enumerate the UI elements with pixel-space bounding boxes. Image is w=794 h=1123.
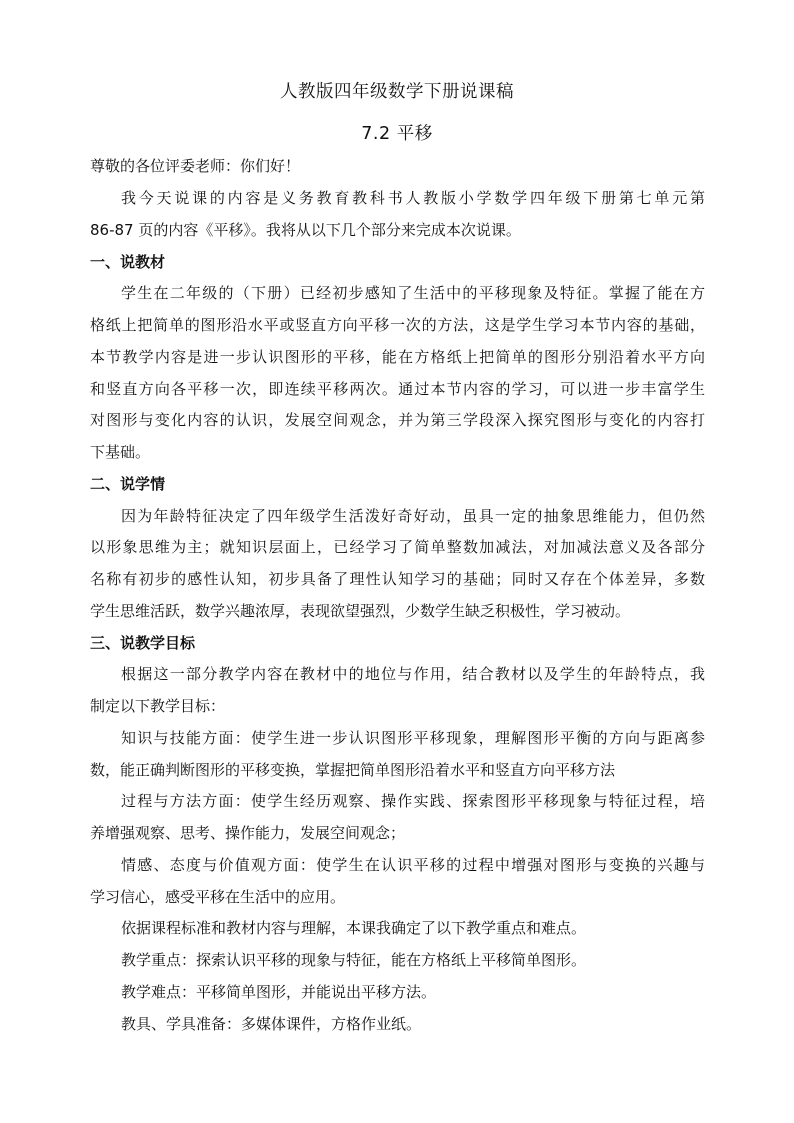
paragraph-line: 制定以下教学目标： xyxy=(90,697,226,715)
key-point-line: 教学重点：探索认识平移的现象与特征，能在方格纸上平移简单图形。 xyxy=(121,951,587,969)
paragraph-line: 本节教学内容是进一步认识图形的平移，能在方格纸上把简单的图形分别沿着水平方向 xyxy=(90,348,705,366)
paragraph-line: 学生思维活跃，数学兴趣浓厚，表现欲望强烈，少数学生缺乏积极性，学习被动。 xyxy=(90,602,631,620)
paragraph-line: 情感、态度与价值观方面：使学生在认识平移的过程中增强对图形与变换的兴趣与 xyxy=(121,856,705,874)
paragraph-line: 下基础。 xyxy=(90,443,151,461)
paragraph-line: 知识与技能方面：使学生进一步认识图形平移现象，理解图形平衡的方向与距离参 xyxy=(121,729,705,747)
greeting: 尊敬的各位评委老师：你们好！ xyxy=(90,157,301,175)
paragraph-line: 过程与方法方面：使学生经历观察、操作实践、探索图形平移现象与特征过程，培 xyxy=(121,792,705,810)
intro-line: 我今天说课的内容是义务教育教科书人教版小学数学四年级下册第七单元第 xyxy=(121,189,705,207)
paragraph-line: 数，能正确判断图形的平移变换，掌握把简单图形沿着水平和竖直方向平移方法 xyxy=(90,761,616,779)
section-heading-textbook: 一、说教材 xyxy=(90,253,166,271)
paragraph-line: 名称有初步的感性认知，初步具备了理性认知学习的基础；同时又存在个体差异，多数 xyxy=(90,570,705,588)
paragraph-line: 根据这一部分教学内容在教材中的地位与作用，结合教材以及学生的年龄特点，我 xyxy=(121,665,705,683)
paragraph-line: 学习信心，感受平移在生活中的应用。 xyxy=(90,888,346,906)
paragraph-line: 因为年龄特征决定了四年级学生活泼好奇好动，虽具一定的抽象思维能力，但仍然 xyxy=(121,507,705,525)
paragraph-line: 以形象思维为主；就知识层面上，已经学习了简单整数加减法，对加减法意义及各部分 xyxy=(90,538,705,556)
paragraph-line: 格纸上把简单的图形沿水平或竖直方向平移一次的方法，这是学生学习本节内容的基础， xyxy=(90,316,705,334)
document-title: 人教版四年级数学下册说课稿 xyxy=(280,82,514,102)
paragraph-line: 依据课程标准和教材内容与理解，本课我确定了以下教学重点和难点。 xyxy=(121,919,587,937)
paragraph-line: 和竖直方向各平移一次，即连续平移两次。通过本节内容的学习，可以进一步丰富学生 xyxy=(90,380,705,398)
materials-line: 教具、学具准备：多媒体课件，方格作业纸。 xyxy=(121,1015,422,1033)
paragraph-line: 学生在二年级的（下册）已经初步感知了生活中的平移现象及特征。掌握了能在方 xyxy=(121,284,705,302)
section-heading-objectives: 三、说教学目标 xyxy=(90,634,196,652)
difficult-point-line: 教学难点：平移简单图形，并能说出平移方法。 xyxy=(121,983,437,1001)
lesson-title: 7.2 平移 xyxy=(361,124,433,144)
paragraph-line: 养增强观察、思考、操作能力，发展空间观念； xyxy=(90,824,406,842)
paragraph-line: 对图形与变化内容的认识，发展空间观念，并为第三学段深入探究图形与变化的内容打 xyxy=(90,411,705,429)
intro-line: 86-87 页的内容《平移》。我将从以下几个部分来完成本次说课。 xyxy=(90,221,521,239)
section-heading-students: 二、说学情 xyxy=(90,475,166,493)
